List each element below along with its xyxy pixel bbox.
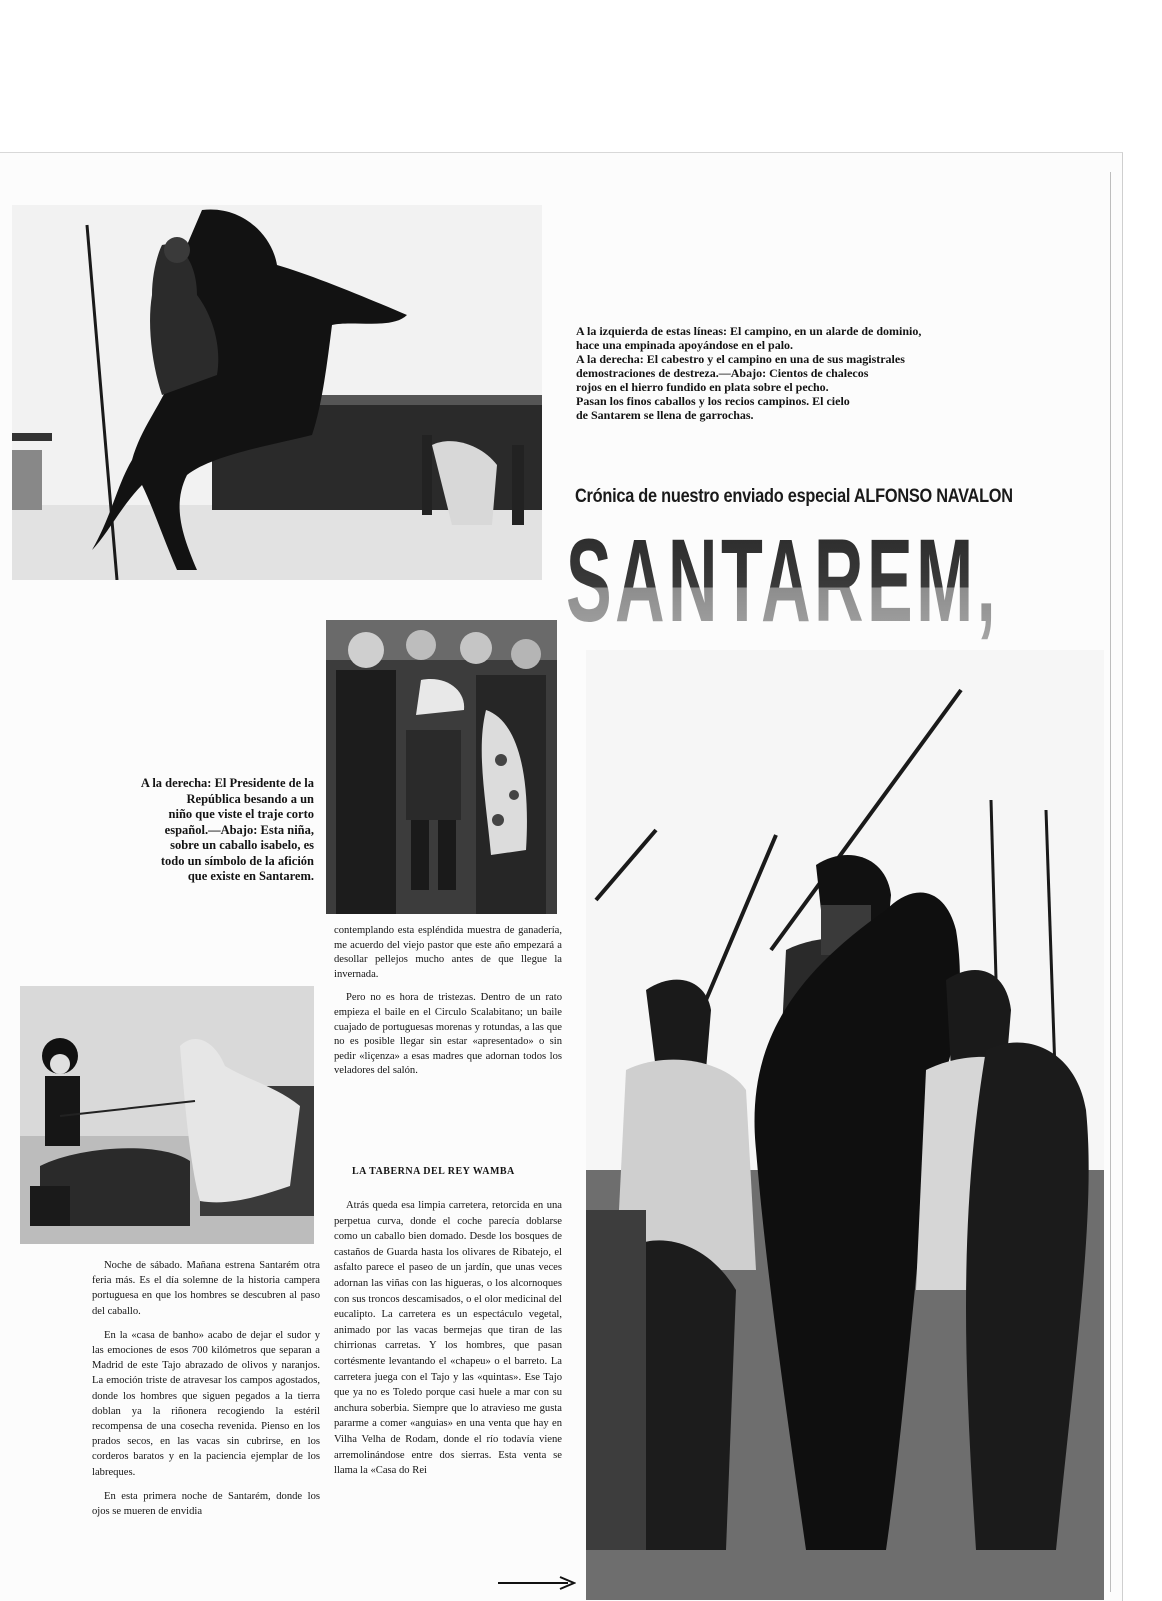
paragraph: En esta primera noche de Santarém, donde los ojos se mueren de envidia [92,1490,320,1518]
continue-arrow-icon [498,1576,576,1590]
rearing-horse-photo [12,205,542,580]
caption-line: que existe en Santarem. [187,869,314,883]
caption-line: Pasan los finos caballos y los recios campinos. El cielo [576,394,850,408]
paragraph: En la «casa de banho» acabo de dejar el sudor y las emociones de esos 700 kilómetros que separan a Madrid de este Tajo abrazado de olivos y naranjos. La emoción triste de atravesar los campos agostados, donde los hombres que siguen pegados a la tierra doblan ya la riñonera recogiendo la estéril recompensa de una cosecha revenida. Pienso en los prados secos, en las vacas sin cubrirse, en los corderos baratos y en la paciencia ejemplar de los labreques. [92,1329,320,1478]
caption-line: niño que viste el traje corto [168,807,314,821]
president-crowd-photo [326,620,557,914]
paragraph: contemplando esta espléndida muestra de ganadería, me acuerdo del viejo pastor que este año empezará a desollar pellejos mucho antes de que llegue la invernada. [334,925,562,980]
top-right-caption [576,324,1036,422]
middle-column-top [334,924,562,1088]
caption-line: todo un símbolo de la afición [160,853,314,868]
caption-line: sobre un caballo isabelo, es [170,838,314,852]
paragraph: Pero no es hora de tristezas. Dentro de un rato empieza el baile en el Circulo Scalabitano; un baile cuajado de portuguesas morenas y rotundas, a las que no es posible llegar sin estar «apresentado» o sin pedir «liçenza» a esas madres que adornan todos los veladores del salón. [334,992,562,1077]
page-fold-line [1110,172,1111,1592]
caption-line: A la derecha: El Presidente de la [140,776,314,790]
left-column [92,1258,320,1528]
caption-line: hace una empinada apoyándose en el palo. [576,338,794,352]
paragraph: Noche de sábado. Mañana estrena Santarém otra feria más. Es el día solemne de la historia campera portuguesa en que los hombres se descubren al paso del caballo. [92,1260,320,1317]
paragraph: Atrás queda esa limpia carretera, retorcida en una perpetua curva, donde el coche parecía doblarse como un caballo bien domado. Desde los bosques de castaños de Guarda hasta los olivares de Ribatejo, el asfalto parece el paseo de un jardín, que unas veces adornan las viñas con las higueras, o los alcornoques con sus troncos descamisados, o el olor medicinal del eucalipto. La carretera es un espectáculo vegetal, animado por las vacas bermejas que tiran de las chirrionas carretas. Y los hombres, que pasan cortésmente levantando el «chapeu» o el barreto. La carretera juega con el Tajo y las «quintas». Ese Tajo que ya no es Toledo porque casi huele a mar con su anchura soberbia. Siempre que lo atravieso me gusta pararme a comer «anguias» en una venta que hay en Vilha Velha de Rodam, donde el río todavía viene arremolinándose entre dos sierras. Esta venta se llama la «Casa do Rei [334,1200,562,1477]
caption-line: República besando a un [186,791,314,806]
byline: Crónica de nuestro enviado especial ALFONSO NAVALON [575,486,1013,507]
headline: SANTAREM, [566,515,1000,647]
section-subhead: LA TABERNA DEL REY WAMBA [352,1166,515,1177]
caption-line: A la derecha: El cabestro y el campino en una de sus magistrales [576,352,905,366]
girl-on-horse-photo [20,986,314,1244]
caption-line: demostraciones de destreza.—Abajo: Cientos de chalecos [576,366,869,380]
caption-line: A la izquierda de estas líneas: El campino, en un alarde de dominio, [576,324,922,338]
middle-left-caption [60,776,314,885]
caption-line: español.—Abajo: Esta niña, [164,822,314,837]
caption-line: de Santarem se llena de garrochas. [576,408,754,422]
riders-with-poles-photo [586,650,1104,1600]
middle-column-bottom [334,1198,562,1488]
caption-line: rojos en el hierro fundido en plata sobre el pecho. [576,380,829,394]
